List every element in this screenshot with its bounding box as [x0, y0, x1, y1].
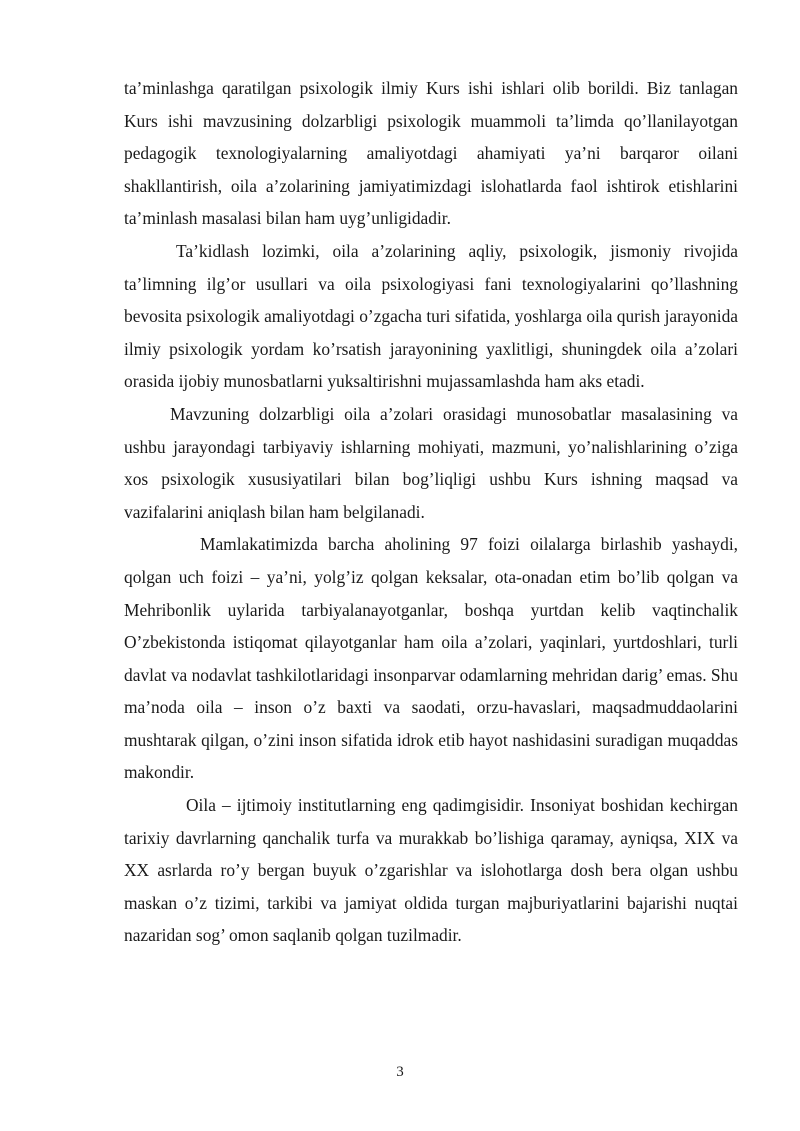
paragraph-5: Oila – ijtimoiy institutlarning eng qadimgisidir. Insoniyat boshidan kechirgan tarixiy davrlarning qanchalik turfa va murakkab bo’lishiga qaramay, ayniqsa, XIX va XX asrlarda ro’y bergan buyuk o’zgarishlar va islohotlarga dosh bera olgan ushbu maskan o’z tizimi, tarkibi va jamiyat oldida turgan majburiyatlarini bajarishi nuqtai nazaridan sog’ omon saqlanib qolgan tuzilmadir.: [124, 795, 738, 946]
paragraph-4: Mamlakatimizda barcha aholining 97 foizi oilalarga birlashib yashaydi, qolgan uch foizi – ya’ni, yolg’iz qolgan keksalar, ota-onadan etim bo’lib qolgan va Mehribonlik uylarida tarbiyalanayotganlar, boshqa yurtdan kelib vaqtinchalik O’zbekistonda istiqomat qilayotganlar ham oila a’zolari, yaqinlari, yurtdoshlari, turli davlat va nodavlat tashkilotlaridagi insonparvar odamlarning mehridan darig’ emas. Shu ma’noda oila – inson o’z baxti va saodati, orzu-havaslari, maqsadmuddaolarini mushtarak qilgan, o’zini inson sifatida idrok etib hayot nashidasini suradigan muqaddas makondir.: [124, 534, 738, 783]
paragraph-3: Mavzuning dolzarbligi oila a’zolari orasidagi munosobatlar masalasining va ushbu jarayondagi tarbiyaviy ishlarning mohiyati, mazmuni, yo’nalishlarining o’ziga xos psixologik xususiyatilari bilan bog’liqligi ushbu Kurs ishning maqsad va vazifalarini aniqlash bilan ham belgilanadi.: [124, 403, 738, 522]
body-text: [124, 72, 738, 952]
page-number: 3: [396, 1064, 404, 1080]
paragraph-2: Ta’kidlash lozimki, oila a’zolarining aqliy, psixologik, jismoniy rivojida ta’limning ilg’or usullari va oila psixologiyasi fani texnologiyalarini qo’llashning bevosita psixologik amaliyotdagi o’zgacha turi sifatida, yoshlarga oila qurish jarayonida ilmiy psixologik yordam ko’rsatish jarayonining yaxlitligi, shuningdek oila a’zolari orasida ijobiy munosbatlarni yuksaltirishni mujassamlashda ham aks etadi.: [124, 240, 738, 392]
paragraph-1: ta’minlashga qaratilgan psixologik ilmiy Kurs ishi ishlari olib borildi. Biz tanlagan Kurs ishi mavzusining dolzarbligi psixologik muammoli ta’limda qo’llanilayotgan pedagogik texnologiyalarning amaliyotdagi ahamiyati ya’ni barqaror oilani shakllantirish, oila a’zolarining jamiyatimizdagi islohatlarda faol ishtirok etishlarini ta’minlash masalasi bilan ham uyg’unligidadir.: [124, 78, 738, 229]
